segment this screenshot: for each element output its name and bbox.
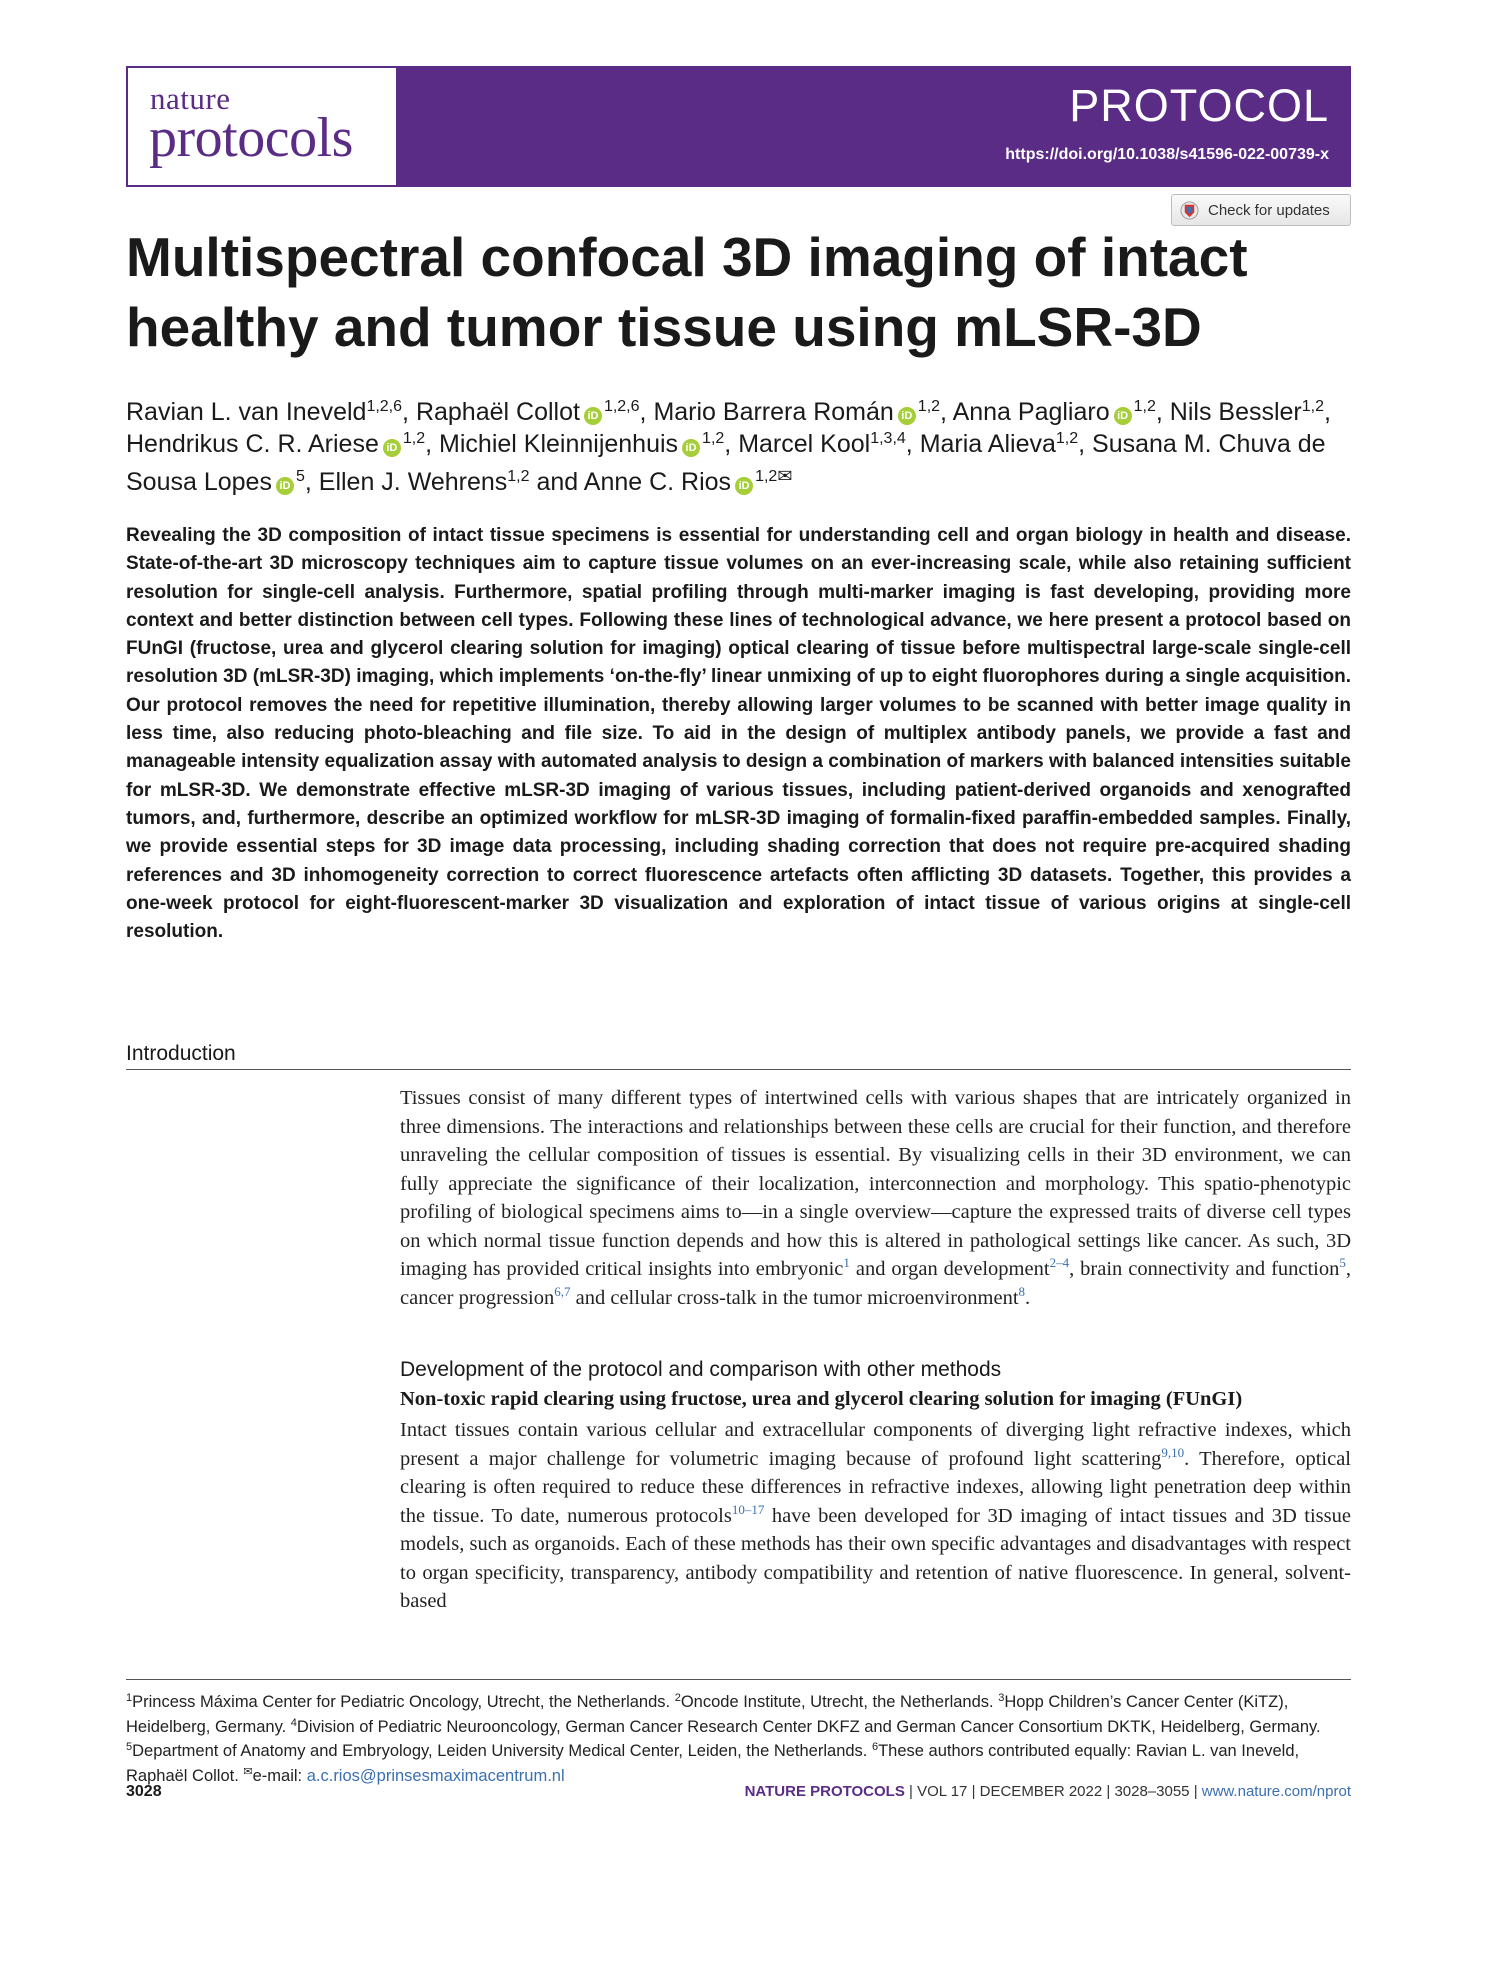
abstract: Revealing the 3D composition of intact tissue specimens is essential for understanding cell and organ biology in health and disease. State-of-the-art 3D microscopy techniques aim to capture tissue volumes on an ever-increasing scale, while also retaining sufficient resolution for single-cell analysis. Furthermore, spatial profiling through multi-marker imaging is fast developing, providing more context and better distinction between cell types. Following these lines of technological advance, we here present a protocol based on FUnGI (fructose, urea and glycerol clearing solution for imaging) optical clearing of tissue before multispectral large-scale single-cell resolution 3D (mLSR-3D) imaging, which implements ‘on-the-fly’ linear unmixing of up to eight fluorophores during a single acquisition. Our protocol removes the need for repetitive illumination, thereby allowing larger volumes to be scanned with better image quality in less time, also reducing photo-bleaching and file size. To aid in the design of multiplex antibody panels, we provide a fast and manageable intensity equalization assay with automated analysis to design a combination of markers with balanced intensities suitable for mLSR-3D. We demonstrate effective mLSR-3D imaging of various tissues, including patient-derived organoids and xenografted tumors, and, furthermore, describe an optimized workflow for mLSR-3D imaging of formalin-fixed paraffin-embedded samples. Finally, we provide essential steps for 3D image data processing, including shading correction that does not require pre-acquired shading references and 3D inhomogeneity correction to correct fluorescence artefacts often afflicting 3D datasets. Together, this provides a one-week protocol for eight-fluorescent-marker 3D visualization and exploration of intact tissue of various origins at single-cell resolution. [126, 525, 1351, 943]
author-name[interactable]: Michiel Kleinnijenhuis [439, 430, 679, 458]
author-affiliation: 1,2,6 [603, 398, 640, 415]
author-affiliation: 1,3,4 [870, 430, 906, 447]
author-name[interactable]: Ellen J. Wehrens [318, 468, 508, 496]
email-link[interactable]: a.c.rios@prinsesmaximacentrum.nl [306, 1766, 565, 1785]
author-name[interactable]: Anna Pagliaro [952, 398, 1110, 426]
citation-link[interactable]: 2–4 [1049, 1255, 1070, 1270]
affiliations: $^1$Princess Máxima Center for Pediatric Oncology, Utrecht, the Netherlands. $^2$Oncode Institute, Utrecht, the Netherlands. $^3$Hopp Children’s Cancer Center (KiTZ), Heidelberg, Germany. $^4$Division of Pediatric Neurooncology, German Cancer Research Center DKFZ and German Cancer Consortium DKTK, Heidelberg, Germany. $^5$Department of Anatomy and Embryology, Leiden University Medical Center, Leiden, the Netherlands. $^6$These authors contributed equally: Ravian L. van Ineveld, Raphaël Collot. ✉e-mail: a.c.rios@prinsesmaximacentrum.nl [126, 1692, 1321, 1785]
author-name[interactable]: Ravian L. van Ineveld [126, 398, 367, 426]
journal-logo[interactable] [128, 68, 396, 185]
orcid-icon[interactable]: iD [276, 477, 294, 495]
orcid-icon[interactable]: iD [898, 407, 916, 425]
subsection-heading: Development of the protocol and comparison with other methods [400, 1358, 1002, 1381]
orcid-icon[interactable]: iD [383, 439, 401, 457]
author-name[interactable]: Susana M. Chuva de Sousa Lopes [126, 430, 1326, 496]
journal-url-link[interactable]: www.nature.com/nprot [1201, 1783, 1351, 1800]
author-name[interactable]: Anne C. Rios [583, 468, 732, 496]
envelope-icon: ✉ [243, 1765, 253, 1778]
author-name[interactable]: Mario Barrera Román [653, 398, 894, 426]
crossmark-icon [1180, 201, 1199, 220]
orcid-icon[interactable]: iD [1114, 407, 1132, 425]
doi-link[interactable]: https://doi.org/10.1038/s41596-022-00739-x [1005, 146, 1329, 163]
citation-link[interactable]: 6,7 [554, 1283, 571, 1299]
author-affiliation: 1,2 [1301, 398, 1325, 415]
author-affiliation: 1,2 [917, 398, 941, 415]
envelope-icon[interactable]: ✉ [777, 466, 793, 486]
orcid-icon[interactable]: iD [682, 439, 700, 457]
journal-citation-line: NATURE PROTOCOLS | VOL 17 | DECEMBER 2022 | 3028–3055 | www.nature.com/nprot [744, 1783, 1351, 1800]
author-name[interactable]: Nils Bessler [1169, 398, 1302, 426]
author-list: Ravian L. van Ineveld$^{1,2,6}$, Raphaël Collot iD$^{1,2,6}$, Mario Barrera Román iD$^{1,2}$, Anna Pagliaro iD$^{1,2}$, Nils Bessler$^{1,2}$, Hendrikus C. R. Ariese iD$^{1,2}$, Michiel Kleinnijenhuis iD$^{1,2}$, Marcel Kool$^{1,3,4}$, Maria Alieva$^{1,2}$, Susana M. Chuva de Sousa Lopes $iD^5$, Ellen J. Wehrens$^{1,2}$ and Anne C. Rios $iD^{1,2✉}$ [126, 398, 1331, 496]
author-affiliation: 1,2 [1055, 430, 1079, 447]
author-affiliation: 1,2,6 [366, 398, 403, 415]
author-name[interactable]: Raphaël Collot [415, 398, 580, 426]
footnote-divider [126, 1679, 1351, 1680]
author-name[interactable]: Hendrikus C. R. Ariese [126, 430, 379, 458]
logo-line2: protocols [149, 107, 353, 169]
citation-link[interactable]: 10–17 [731, 1501, 765, 1517]
citation-link[interactable]: 9,10 [1161, 1444, 1185, 1460]
author-affiliation: 1,2 [402, 430, 426, 447]
section-divider [126, 1069, 1351, 1070]
author-affiliation: 1,2 [507, 468, 530, 485]
development-paragraph: Intact tissues contain various cellular and extracellular components of diverging light refractive indexes, which present a major challenge for volumetric imaging because of profound light scattering$^{9,10}$. Therefore, optical clearing is often required to reduce these differences in refractive indexes, allowing light penetration deep within the tissue. To date, numerous protocols$^{10-17}$ have been developed for 3D imaging of intact tissues and 3D tissue models, such as organoids. Each of these methods has their own specific advantages and disadvantages with respect to organ specificity, transparency, antibody compatibility and retention of native fluorescence. In general, solvent-based [400, 1419, 1351, 1612]
orcid-icon[interactable]: iD [735, 477, 753, 495]
author-name[interactable]: Maria Alieva [919, 430, 1056, 458]
author-affiliation: 5 [295, 468, 305, 485]
logo-line1: nature [150, 81, 231, 116]
citation-link[interactable]: 1 [843, 1255, 850, 1270]
citation-link[interactable]: 5 [1339, 1255, 1346, 1270]
page-number: 3028 [126, 1783, 162, 1800]
author-affiliation: 1,2 [1133, 398, 1156, 415]
citation-link[interactable]: 8 [1018, 1283, 1026, 1299]
author-name[interactable]: Marcel Kool [738, 430, 871, 458]
author-affiliation: 1,2 [702, 430, 725, 447]
article-title: Multispectral confocal 3D imaging of intact healthy and tumor tissue using mLSR-3D [126, 226, 1248, 358]
subsubsection-heading: Non-toxic rapid clearing using fructose, urea and glycerol clearing solution for imaging (FUnGI) [400, 1388, 1243, 1410]
section-label: PROTOCOL [1069, 80, 1329, 131]
intro-paragraph: Tissues consist of many different types of intertwined cells with various shapes that are intricately organized in three dimensions. The interactions and relationships between these cells are crucial for their function, and therefore unraveling the cellular composition of tissues is essential. By visualizing cells in their 3D environment, we can fully appreciate the significance of their localization, interconnection and morphology. This spatio-phenotypic profiling of biological specimens aims to—in a single overview—capture the expressed traits of diverse cell types on which normal tissue function depends and how this is altered in pathological settings like cancer. As such, 3D imaging has provided critical insights into embryonic$^1$ and organ development$^{2-4}$, brain connectivity and function$^5$, cancer progression$^{6,7}$ and cellular cross-talk in the tumor microenvironment$^8$. [400, 1087, 1352, 1309]
section-heading-introduction: Introduction [126, 1042, 236, 1065]
check-updates-label: Check for updates [1208, 202, 1330, 219]
author-affiliation: 1,2 [755, 468, 778, 485]
orcid-icon[interactable]: iD [584, 407, 602, 425]
